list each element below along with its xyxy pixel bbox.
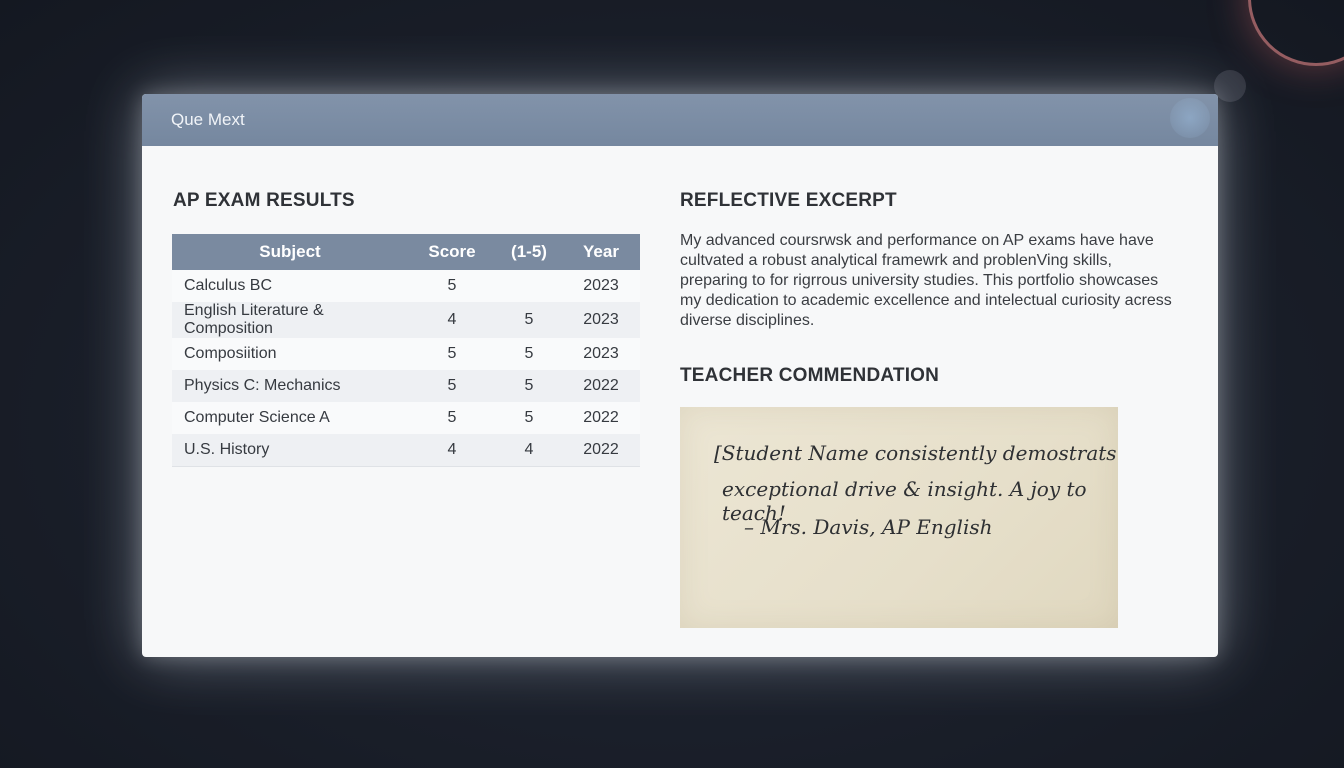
- cell-range: 5: [524, 345, 534, 362]
- cell-range: 4: [496, 434, 562, 467]
- cell-score: 5: [447, 409, 457, 426]
- note-line: [Student Name consistently demostrats: [714, 441, 1117, 465]
- column-header-subject: Subject: [172, 234, 408, 270]
- table-row: [172, 434, 640, 467]
- cell-subject: Composiition: [184, 345, 277, 362]
- cell-subject: U.S. History: [172, 434, 408, 467]
- table-row: [172, 270, 640, 302]
- note-signature: – Mrs. Davis, AP English: [744, 515, 993, 539]
- handwritten-note: [680, 407, 1118, 628]
- table-row: [172, 402, 640, 434]
- column-header-score: Score: [408, 234, 496, 270]
- cell-subject: Physics C: Mechanics: [184, 377, 341, 394]
- ap-results-table: [172, 234, 640, 467]
- lens-flare-decoration: [1248, 0, 1344, 66]
- window-title: Que Mext: [171, 110, 245, 129]
- reflective-excerpt-heading: REFLECTIVE EXCERPT: [680, 190, 897, 211]
- window-titlebar[interactable]: [142, 94, 1218, 146]
- cell-year: 2023: [583, 345, 619, 362]
- table-row: [172, 302, 640, 338]
- cell-year: 2023: [583, 277, 619, 294]
- cell-year: 2022: [583, 409, 619, 426]
- teacher-commendation-heading: TEACHER COMMENDATION: [680, 365, 940, 386]
- cell-range: [496, 270, 562, 302]
- cell-range: 5: [524, 409, 534, 426]
- cell-score: 4: [408, 434, 496, 467]
- cell-score: 4: [447, 311, 457, 328]
- cell-year: 2022: [583, 377, 619, 394]
- reflective-excerpt-text: My advanced coursrwsk and performance on AP exams have have cultvated a robust analytical framewrk and problenVing skills, preparing to for rigrrous university studies. This portfolio showcases my dedication to academic excellence and intelectual curiosity acress diverse disciplines.: [680, 232, 1172, 329]
- cell-year: 2023: [583, 311, 619, 328]
- cell-score: 5: [447, 277, 457, 294]
- cell-range: 5: [524, 377, 534, 394]
- table-row: [172, 338, 640, 370]
- column-header-year: Year: [562, 234, 640, 270]
- titlebar-glow: [1170, 98, 1210, 138]
- cell-subject: English Literature & Composition: [184, 302, 324, 337]
- table-row: [172, 370, 640, 402]
- lens-flare-dot: [1214, 70, 1246, 102]
- cell-subject: Computer Science A: [184, 409, 330, 426]
- cell-year: 2022: [562, 434, 640, 467]
- cell-score: 5: [447, 345, 457, 362]
- note-line: exceptional drive & insight. A joy to teach!: [722, 477, 1087, 525]
- ap-results-heading: AP EXAM RESULTS: [173, 190, 355, 211]
- cell-subject: Calculus BC: [184, 277, 273, 294]
- portfolio-window: [142, 94, 1218, 657]
- table-header-row: [172, 234, 640, 270]
- cell-range: 5: [524, 311, 534, 328]
- column-header-range: (1-5): [496, 234, 562, 270]
- cell-score: 5: [447, 377, 457, 394]
